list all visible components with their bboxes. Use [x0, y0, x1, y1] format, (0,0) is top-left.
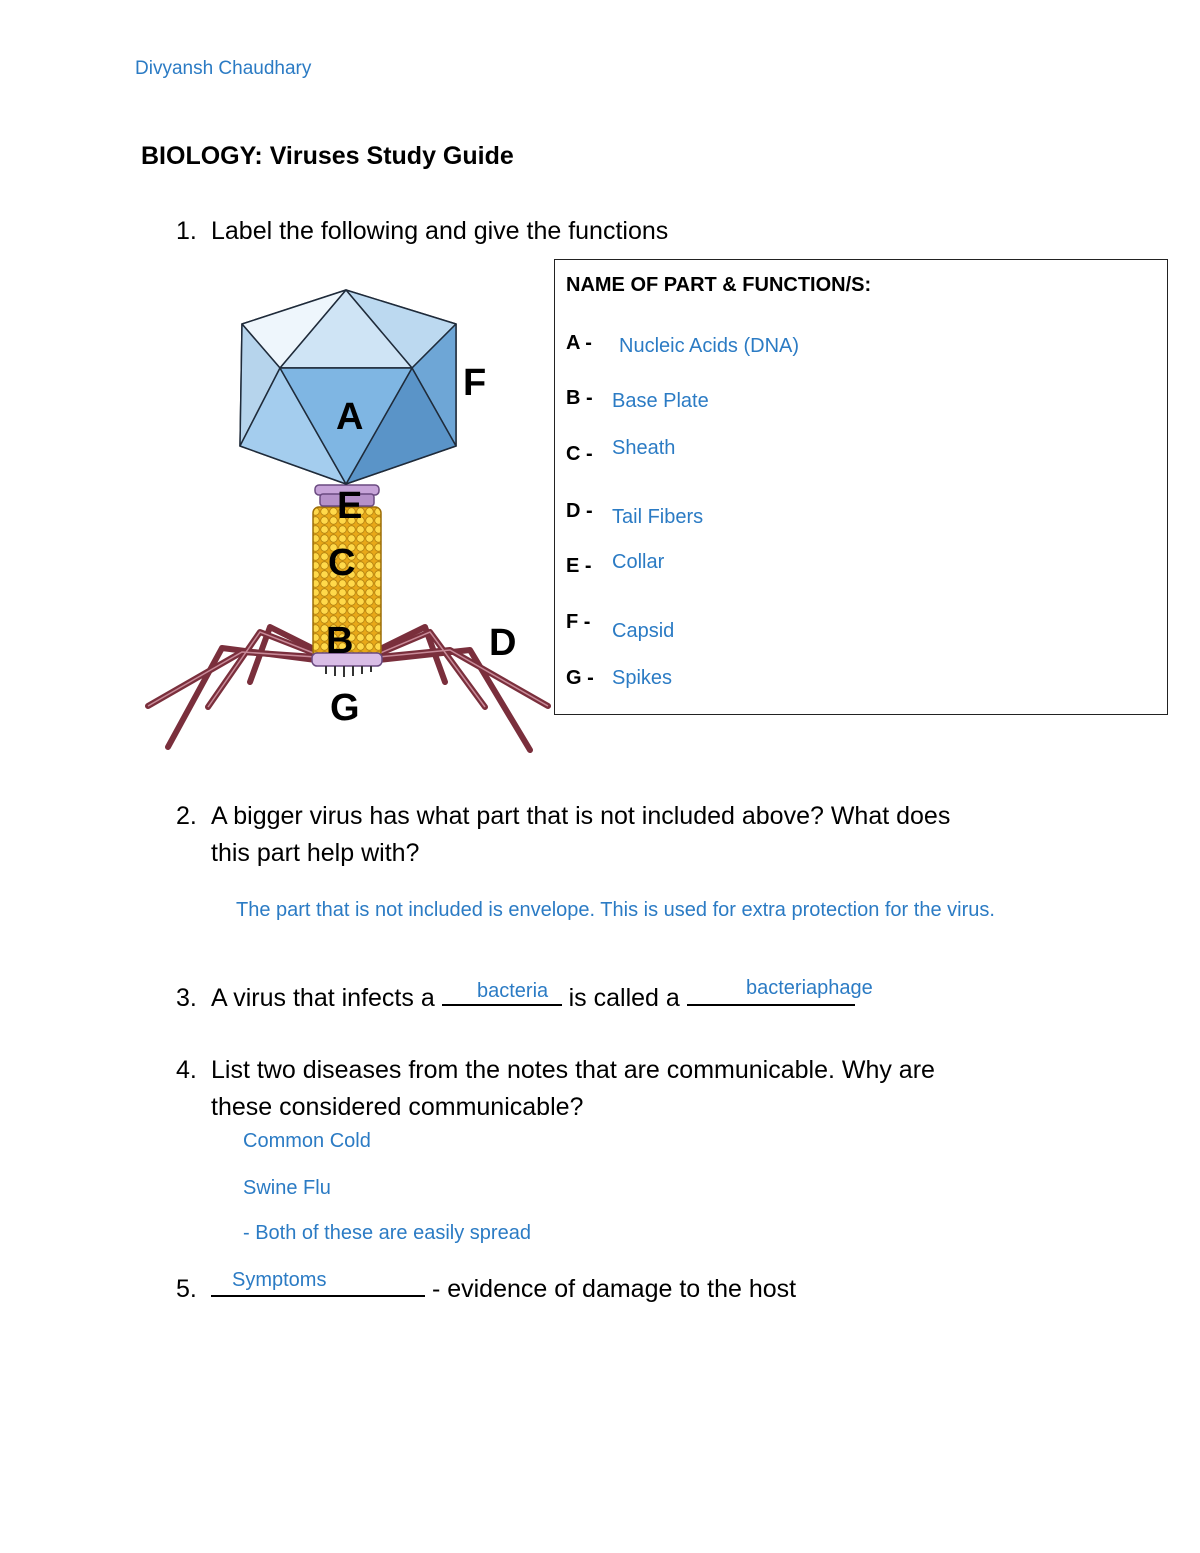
part-answer-b: Base Plate: [612, 390, 709, 412]
part-letter-e: E -: [566, 555, 592, 577]
answer-q4-disease-2: Swine Flu: [243, 1177, 331, 1199]
diagram-label-b: B: [326, 620, 354, 662]
blank-symptoms-answer: Symptoms: [232, 1269, 327, 1291]
question-text-line2: these considered communicable?: [211, 1093, 584, 1121]
part-letter-b: B -: [566, 387, 593, 409]
blank-1[interactable]: [442, 1004, 562, 1006]
question-text: Label the following and give the functions: [211, 217, 669, 245]
question-text-part2: is called a: [568, 984, 680, 1012]
blank-symptoms[interactable]: [211, 1295, 425, 1297]
box-title: NAME OF PART & FUNCTION/S:: [566, 274, 872, 296]
diagram-label-f: F: [463, 362, 487, 404]
part-letter-g: G -: [566, 667, 594, 689]
diagram-label-a: A: [336, 396, 364, 438]
part-answer-g: Spikes: [612, 667, 673, 689]
question-text-line1: List two diseases from the notes that are communicable. Why are: [211, 1056, 935, 1084]
part-letter-c: C -: [566, 443, 593, 465]
page-title: BIOLOGY: Viruses Study Guide: [141, 142, 514, 170]
part-answer-e: Collar: [612, 551, 665, 573]
author-name: Divyansh Chaudhary: [135, 58, 312, 79]
diagram-label-d: D: [489, 622, 517, 664]
question-text-part1: A virus that infects a: [211, 984, 435, 1012]
question-text: - evidence of damage to the host: [431, 1275, 797, 1303]
part-letter-d: D -: [566, 500, 593, 522]
answer-q4-reason: - Both of these are easily spread: [243, 1222, 531, 1244]
answer-q2: The part that is not included is envelope. This is used for extra protection for the virus.: [236, 899, 995, 921]
part-answer-a: Nucleic Acids (DNA): [619, 335, 800, 357]
bacteriophage-diagram: [140, 282, 554, 756]
question-number: 4.: [176, 1056, 197, 1084]
parts-answer-box: [554, 259, 1168, 715]
question-number: 3.: [176, 984, 197, 1012]
diagram-label-c: C: [328, 542, 356, 584]
question-number: 2.: [176, 802, 197, 830]
blank-2-answer: bacteriaphage: [746, 977, 873, 999]
diagram-label-g: G: [330, 687, 360, 729]
question-number: 1.: [176, 217, 197, 245]
question-text-line2: this part help with?: [211, 839, 420, 867]
part-letter-a: A -: [566, 332, 592, 354]
blank-1-answer: bacteria: [477, 980, 549, 1002]
blank-2[interactable]: [687, 1004, 855, 1006]
part-letter-f: F -: [566, 611, 591, 633]
part-answer-f: Capsid: [612, 620, 675, 642]
question-number: 5.: [176, 1275, 197, 1303]
capsid: [240, 290, 456, 484]
part-answer-c: Sheath: [612, 437, 676, 459]
diagram-label-e: E: [337, 485, 363, 527]
answer-q4-disease-1: Common Cold: [243, 1130, 371, 1152]
part-answer-d: Tail Fibers: [612, 506, 704, 528]
question-text-line1: A bigger virus has what part that is not included above? What does: [211, 802, 951, 830]
